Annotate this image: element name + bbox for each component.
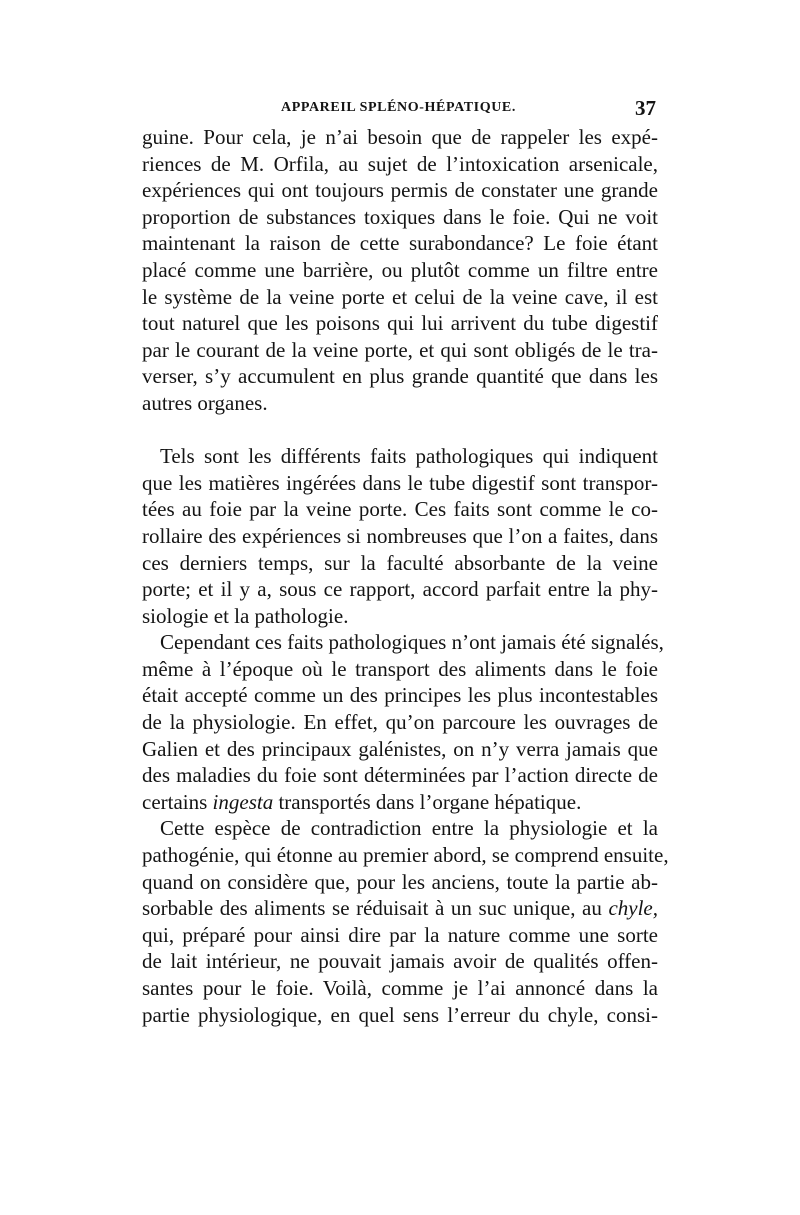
text-line: proportion de substances toxiques dans le foie. Qui ne voit — [142, 204, 658, 229]
paragraph — [142, 443, 658, 629]
text-line: ces derniers temps, sur la faculté absorbante de la veine — [142, 550, 658, 575]
text-line: le système de la veine porte et celui de la veine cave, il est — [142, 284, 658, 309]
running-head — [142, 90, 658, 124]
text-line: santes pour le foie. Voilà, comme je l’ai annoncé dans la — [142, 976, 658, 1000]
text-span: sorbable des aliments se réduisait à un suc unique, au — [142, 896, 609, 921]
body-text — [142, 124, 669, 1028]
italic-term: chyle, — [608, 896, 658, 921]
text-line: maintenant la raison de cette surabondance? Le foie étant — [142, 231, 658, 256]
text-line: riences de M. Orfila, au sujet de l’intoxication arsenicale, — [142, 151, 658, 176]
page-number: 37 — [635, 96, 656, 120]
text-line: siologie et la pathologie. — [142, 603, 349, 628]
paragraph — [142, 629, 664, 815]
text-span: certains — [142, 789, 213, 814]
text-line: porte; et il y a, sous ce rapport, accord parfait entre la phy- — [142, 577, 658, 602]
paragraph — [142, 124, 658, 417]
text-line: Galien et des principaux galénistes, on n’y verra jamais que — [142, 736, 658, 761]
text-line: placé comme une barrière, ou plutôt comme un filtre entre — [142, 257, 658, 282]
text-line: guine. Pour cela, je n’ai besoin que de rappeler les expé- — [142, 125, 658, 149]
text-line: expériences qui ont toujours permis de constater une grande — [142, 178, 658, 203]
text-line: quand on considère que, pour les anciens, toute la partie ab- — [142, 869, 658, 894]
text-line: pathogénie, qui étonne au premier abord, se comprend ensuite, — [142, 843, 669, 868]
text-line: par le courant de la veine porte, et qui sont obligés de le tra- — [142, 337, 658, 362]
text-line: autres organes. — [142, 390, 268, 415]
text-line: tout naturel que les poisons qui lui arrivent du tube digestif — [142, 311, 658, 336]
text-line: était accepté comme un des principes les plus incontestables — [142, 683, 658, 708]
text-line: rollaire des expériences si nombreuses que l’on a faites, dans — [142, 523, 658, 548]
text-line: même à l’époque où le transport des aliments dans le foie — [142, 656, 658, 681]
text-line: de la physiologie. En effet, qu’on parcoure les ouvrages de — [142, 710, 658, 735]
text-line — [142, 895, 658, 922]
text-line: partie physiologique, en quel sens l’erreur du chyle, consi- — [142, 1002, 658, 1027]
text-line: Cette espèce de contradiction entre la physiologie et la — [160, 816, 658, 841]
text-line: de lait intérieur, ne pouvait jamais avoir de qualités offen- — [142, 949, 658, 974]
text-line: qui, préparé pour ainsi dire par la nature comme une sorte — [142, 922, 658, 947]
text-line — [142, 789, 658, 816]
book-page — [142, 90, 669, 1028]
text-line: Tels sont les différents faits pathologiques qui indiquent — [160, 444, 658, 469]
text-line: des maladies du foie sont déterminées par l’action directe de — [142, 763, 658, 788]
text-span: transportés dans l’organe hépatique. — [273, 789, 582, 814]
text-line: verser, s’y accumulent en plus grande quantité que dans les — [142, 364, 658, 389]
italic-term: ingesta — [212, 789, 274, 814]
paragraph-gap — [142, 417, 658, 444]
text-line: Cependant ces faits pathologiques n’ont jamais été signalés, — [160, 630, 664, 655]
text-line: que les matières ingérées dans le tube digestif sont transpor- — [142, 470, 658, 495]
running-title: APPAREIL SPLÉNO-HÉPATIQUE. — [281, 100, 516, 115]
paragraph — [142, 815, 669, 1028]
text-line: tées au foie par la veine porte. Ces faits sont comme le co- — [142, 497, 658, 522]
